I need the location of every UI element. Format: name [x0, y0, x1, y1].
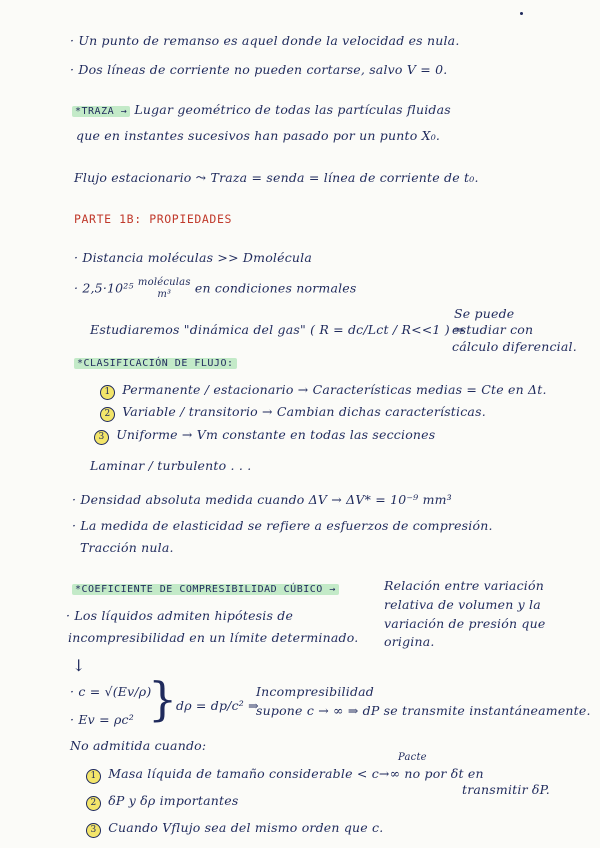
no-admitida-item-2-text: δP y δρ importantes — [108, 793, 239, 808]
no-admitida-item-1 — [86, 766, 484, 784]
modulo-elasticidad-eq: · Ev = ρc² — [70, 712, 134, 727]
clasif-item-2 — [100, 404, 486, 422]
n1-annotation-right: transmitir δP. — [462, 782, 550, 797]
velocidad-sonido-eq: · c = √(Ev/ρ) — [70, 684, 152, 699]
no-admitida-item-1-text: Masa líquida de tamaño considerable < c→∞ no por δt en — [108, 766, 484, 781]
no-admitida-line: No admitida cuando: — [70, 738, 207, 753]
no-admitida-item-2 — [86, 793, 239, 811]
densidad-unit-den: m³ — [157, 289, 172, 300]
n1-annotation-top: Pacte — [398, 752, 427, 763]
dinamica-gas-line: Estudiaremos "dinámica del gas" ( R = dc/Lct / R<<1 ) ⇒ — [90, 322, 465, 337]
coef-def-4: origina. — [384, 634, 435, 649]
dinamica-result-3: cálculo diferencial. — [452, 339, 577, 354]
flujo-estacionario-line: Flujo estacionario ⤳ Traza = senda = línea de corriente de t₀. — [74, 170, 479, 185]
incompresibilidad-consecuencia: supone c → ∞ ⇒ dP se transmite instantáneamente. — [256, 703, 591, 718]
elasticidad-line-1: · La medida de elasticidad se refiere a esfuerzos de compresión. — [72, 518, 493, 533]
liquidos-line-1: · Los líquidos admiten hipótesis de — [66, 608, 294, 623]
traza-label: *TRAZA → — [72, 106, 130, 117]
number-1-badge: 1 — [86, 769, 101, 784]
incompresibilidad-label: Incompresibilidad — [256, 684, 375, 699]
clasif-item-1-text: Permanente / estacionario → Características medias = Cte en Δt. — [122, 382, 547, 397]
remanso-line: · Un punto de remanso es aquel donde la velocidad es nula. — [70, 33, 460, 48]
no-admitida-item-3 — [86, 820, 383, 838]
densidad-num: · 2,5·10²⁵ — [74, 280, 134, 296]
brace-icon: } — [148, 672, 178, 726]
clasif-item-3 — [94, 427, 435, 445]
distancia-moleculas-line: · Distancia moléculas >> Dmolécula — [74, 250, 313, 265]
traza-def-text: Lugar geométrico de todas las partículas fluidas — [134, 102, 451, 117]
no-admitida-item-3-text: Cuando Vflujo sea del mismo orden que c. — [108, 820, 384, 835]
number-2-badge: 2 — [86, 796, 101, 811]
traza-definition — [72, 102, 451, 117]
number-2-badge: 2 — [100, 407, 115, 422]
clasificacion-label: *CLASIFICACIÓN DE FLUJO: — [74, 358, 237, 369]
densidad-diferencial-eq: dρ = dp/c² ⇒ — [176, 698, 259, 713]
clasif-item-2-text: Variable / transitorio → Cambian dichas características. — [122, 404, 486, 419]
clasificacion-title — [74, 354, 237, 369]
liquidos-line-2: incompresibilidad en un límite determinado. — [68, 630, 359, 645]
dinamica-result-2: estudiar con — [452, 322, 534, 337]
clasif-item-1 — [100, 382, 547, 400]
traza-def-line2: que en instantes sucesivos han pasado por un punto X₀. — [76, 128, 441, 143]
densidad-cond: en condiciones normales — [194, 280, 357, 296]
arrow-down-icon: ↓ — [72, 656, 86, 675]
coeficiente-title — [72, 580, 339, 595]
coef-def-2: relativa de volumen y la — [384, 597, 541, 612]
number-3-badge: 3 — [86, 823, 101, 838]
lineas-corriente-line: · Dos líneas de corriente no pueden cortarse, salvo V = 0. — [70, 62, 448, 77]
densidad-unit: moléculas — [137, 277, 191, 288]
elasticidad-line-2: Tracción nula. — [80, 540, 174, 555]
coeficiente-label: *COEFICIENTE DE COMPRESIBILIDAD CÚBICO → — [72, 584, 339, 595]
densidad-molecular-line — [74, 277, 357, 301]
number-1-badge: 1 — [100, 385, 115, 400]
coef-def-1: Relación entre variación — [384, 578, 544, 593]
page-mark-dot — [520, 12, 523, 15]
number-3-badge: 3 — [94, 430, 109, 445]
densidad-absoluta-line: · Densidad absoluta medida cuando ΔV → ΔV* = 10⁻⁹ mm³ — [72, 492, 452, 507]
section-title-propiedades: PARTE 1B: PROPIEDADES — [74, 212, 232, 226]
dinamica-result-1: Se puede — [454, 306, 515, 321]
clasif-item-3-text: Uniforme → Vm constante en todas las secciones — [116, 427, 436, 442]
coef-def-3: variación de presión que — [384, 616, 546, 631]
laminar-line: Laminar / turbulento . . . — [90, 458, 252, 473]
